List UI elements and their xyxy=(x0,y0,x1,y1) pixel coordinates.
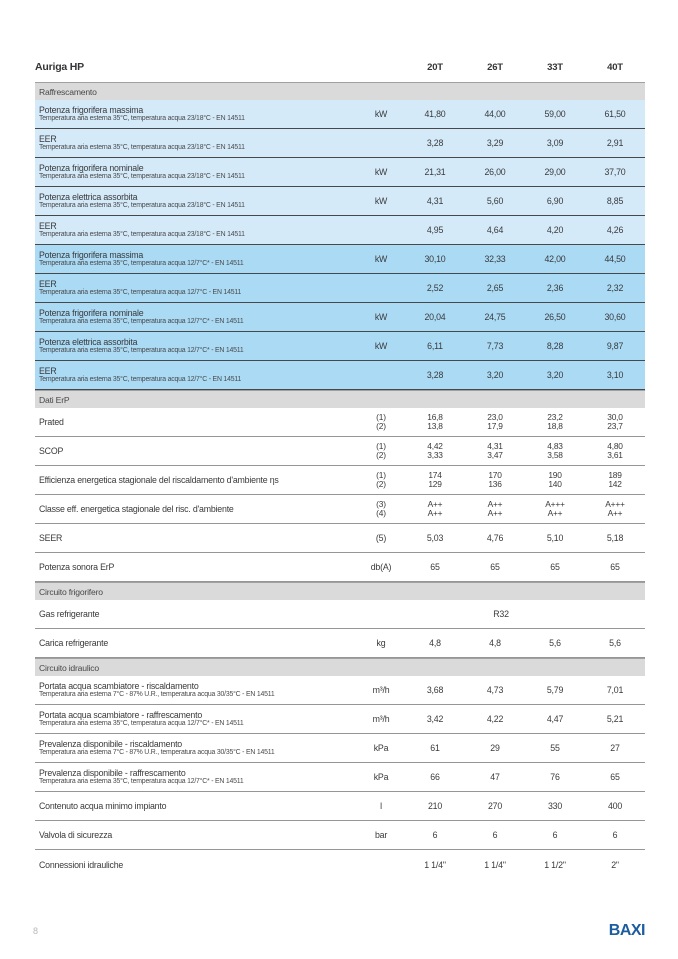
value-cell-33t: 5,10 xyxy=(546,533,564,543)
value-line: 3,33 xyxy=(427,450,443,460)
row-label: EER xyxy=(39,279,57,289)
value-cell-20t: 2,52 xyxy=(426,283,444,293)
value-cell-40t: 37,70 xyxy=(604,167,626,177)
unit-cell: kW xyxy=(374,109,388,119)
value-cell-20t: 6 xyxy=(432,830,438,840)
table-row xyxy=(35,466,645,495)
section-header: Raffrescamento xyxy=(35,82,645,100)
value-line: A+++ xyxy=(605,498,625,509)
unit-cell: m³/h xyxy=(372,685,390,695)
value-cell-40t: 27 xyxy=(610,743,620,753)
row-label-cell xyxy=(39,857,357,873)
value-cell-20t: 3,42 xyxy=(426,714,444,724)
value-line: 170 xyxy=(488,469,502,480)
row-label-cell xyxy=(39,707,357,731)
value-cell-26t: 4,76 xyxy=(486,533,504,543)
table-row xyxy=(35,734,645,763)
table-row xyxy=(35,332,645,361)
value-cell-33t: 3,09 xyxy=(546,138,564,148)
row-condition-note: Temperatura aria esterna 35°C, temperatura acqua 23/18°C - EN 14511 xyxy=(39,202,245,209)
value-line: A++ xyxy=(607,508,623,518)
unit-cell: kW xyxy=(374,254,388,264)
table-row xyxy=(35,763,645,792)
row-label: Portata acqua scambiatore - riscaldamento xyxy=(39,681,199,691)
value-cell-33t: 3,20 xyxy=(546,370,564,380)
spec-table xyxy=(35,82,645,879)
value-cell-40t: 3,10 xyxy=(606,370,624,380)
value-cell-26t: 2,65 xyxy=(486,283,504,293)
row-label-cell xyxy=(39,559,357,575)
row-label: Potenza elettrica assorbita xyxy=(39,337,138,347)
unit-cell xyxy=(357,500,405,519)
row-condition-note: Temperatura aria esterna 35°C, temperatura acqua 23/18°C - EN 14511 xyxy=(39,173,245,180)
value-cell-40t: 30,60 xyxy=(604,312,626,322)
value-line: (1) xyxy=(376,440,386,451)
value-line: 189 xyxy=(608,469,622,480)
row-label: Classe eff. energetica stagionale del risc. d'ambiente xyxy=(39,504,234,514)
row-label: Efficienza energetica stagionale del riscaldamento d'ambiente ηs xyxy=(39,475,279,485)
value-cell-26t: 4,73 xyxy=(486,685,504,695)
value-cell-26t: 44,00 xyxy=(484,109,506,119)
value-cell-26t: 32,33 xyxy=(484,254,506,264)
value-line: 23,7 xyxy=(607,421,623,431)
value-line: 30,0 xyxy=(607,411,623,422)
value-line: 3,58 xyxy=(547,450,563,460)
model-column-header-20t: 20T xyxy=(427,61,443,73)
row-label-cell xyxy=(39,530,357,546)
value-line: (2) xyxy=(376,450,386,460)
value-cell-40t: 4,26 xyxy=(606,225,624,235)
value-cell-40t: 5,18 xyxy=(606,533,624,543)
value-cell-33t xyxy=(525,442,585,461)
section-header: Dati ErP xyxy=(35,390,645,408)
model-column-header-40t: 40T xyxy=(607,61,623,73)
row-condition-note: Temperatura aria esterna 35°C, temperatura acqua 12/7°C* - EN 14511 xyxy=(39,347,244,354)
row-condition-note: Temperatura aria esterna 7°C - 87% U.R., temperatura acqua 30/35°C - EN 14511 xyxy=(39,691,275,698)
row-label: Gas refrigerante xyxy=(39,609,100,619)
row-condition-note: Temperatura aria esterna 35°C, temperatura acqua 12/7°C* - EN 14511 xyxy=(39,318,244,325)
table-row xyxy=(35,158,645,187)
value-cell-33t: 5,79 xyxy=(546,685,564,695)
value-cell-33t: 26,50 xyxy=(544,312,566,322)
value-cell-20t: 65 xyxy=(430,562,440,572)
row-label: Potenza elettrica assorbita xyxy=(39,192,138,202)
value-line: A+++ xyxy=(545,498,565,509)
value-cell-20t: 30,10 xyxy=(424,254,446,264)
section-header: Circuito frigorifero xyxy=(35,582,645,600)
value-cell-26t xyxy=(465,413,525,432)
value-cell-33t: 1 1/2" xyxy=(544,859,566,870)
table-row xyxy=(35,216,645,245)
value-line: A++ xyxy=(547,508,563,518)
table-row xyxy=(35,100,645,129)
value-cell-20t: 3,28 xyxy=(426,370,444,380)
value-line: 136 xyxy=(488,479,502,489)
unit-cell xyxy=(357,471,405,490)
value-cell-26t: 6 xyxy=(492,830,498,840)
value-line: 4,80 xyxy=(607,440,623,451)
row-label-cell xyxy=(39,765,357,789)
value-cell-26t: 65 xyxy=(490,562,500,572)
value-line: 129 xyxy=(428,479,442,489)
value-line: A++ xyxy=(427,508,443,518)
value-cell-20t: 21,31 xyxy=(424,167,446,177)
value-line: 18,8 xyxy=(547,421,563,431)
value-cell-20t: 3,68 xyxy=(426,685,444,695)
value-line: 4,42 xyxy=(427,440,443,451)
value-cell-40t xyxy=(585,442,645,461)
table-row xyxy=(35,303,645,332)
unit-cell: l xyxy=(380,801,382,811)
row-condition-note: Temperatura aria esterna 35°C, temperatura acqua 23/18°C - EN 14511 xyxy=(39,115,245,122)
table-row xyxy=(35,792,645,821)
value-line: A++ xyxy=(487,508,503,518)
value-cell-33t: 6 xyxy=(552,830,558,840)
value-cell-33t xyxy=(525,413,585,432)
row-condition-note: Temperatura aria esterna 35°C, temperatura acqua 12/7°C* - EN 14511 xyxy=(39,778,244,785)
value-line: A++ xyxy=(427,498,443,509)
row-label: Portata acqua scambiatore - raffrescamento xyxy=(39,710,203,720)
table-row xyxy=(35,245,645,274)
value-cell-20t: 6,11 xyxy=(427,341,443,351)
value-cell-40t: 65 xyxy=(610,562,620,572)
row-label-cell xyxy=(39,305,357,329)
value-cell-26t: 7,73 xyxy=(486,341,504,351)
row-label-cell xyxy=(39,189,357,213)
row-label-cell xyxy=(39,334,357,358)
unit-cell: bar xyxy=(374,830,388,840)
row-label: Carica refrigerante xyxy=(39,638,109,648)
value-cell-20t: 3,28 xyxy=(426,138,444,148)
value-cell-26t xyxy=(465,500,525,519)
value-cell-26t: 4,8 xyxy=(489,638,501,648)
value-line: A++ xyxy=(487,498,503,509)
table-row xyxy=(35,274,645,303)
unit-cell: m³/h xyxy=(372,714,390,724)
value-cell-33t: 29,00 xyxy=(544,167,566,177)
row-label-cell xyxy=(39,131,357,155)
value-cell-20t: 5,03 xyxy=(426,533,444,543)
value-line: 23,2 xyxy=(547,411,563,422)
row-label: Potenza sonora ErP xyxy=(39,562,115,572)
value-cell-26t: 3,29 xyxy=(486,138,504,148)
value-line: 140 xyxy=(548,479,562,489)
value-cell-33t: 76 xyxy=(550,772,560,782)
value-cell-40t xyxy=(585,500,645,519)
unit-cell xyxy=(357,442,405,461)
row-label-cell xyxy=(39,443,357,459)
row-label-cell xyxy=(39,363,357,387)
table-row xyxy=(35,408,645,437)
value-line: 4,31 xyxy=(487,440,503,451)
table-row xyxy=(35,600,645,629)
row-label-cell xyxy=(39,798,357,814)
value-cell-33t: 8,28 xyxy=(546,341,564,351)
row-label-cell xyxy=(39,678,357,702)
table-row xyxy=(35,676,645,705)
row-label: Potenza frigorifera nominale xyxy=(39,163,144,173)
value-cell-33t xyxy=(525,500,585,519)
value-cell-40t: 7,01 xyxy=(606,685,624,695)
value-line: 23,0 xyxy=(487,411,503,422)
value-cell-33t: 59,00 xyxy=(544,109,566,119)
row-label-cell xyxy=(39,102,357,126)
value-cell-40t: 9,87 xyxy=(606,341,624,351)
model-column-header-33t: 33T xyxy=(547,61,563,73)
table-row xyxy=(35,850,645,879)
row-label-cell xyxy=(39,606,357,622)
table-row xyxy=(35,821,645,850)
row-label: EER xyxy=(39,134,57,144)
unit-cell: kg xyxy=(376,638,386,648)
merged-value-cell: R32 xyxy=(493,609,509,619)
row-label: Prevalenza disponibile - riscaldamento xyxy=(39,739,183,749)
row-condition-note: Temperatura aria esterna 35°C, temperatura acqua 12/7°C - EN 14511 xyxy=(39,289,242,296)
row-label: EER xyxy=(39,221,57,231)
value-cell-20t xyxy=(405,442,465,461)
value-cell-20t: 4,95 xyxy=(426,225,444,235)
value-line: 174 xyxy=(428,469,442,480)
row-label: Contenuto acqua minimo impianto xyxy=(39,801,167,811)
value-cell-40t: 65 xyxy=(610,772,620,782)
value-cell-26t: 270 xyxy=(487,801,503,811)
row-condition-note: Temperatura aria esterna 35°C, temperatura acqua 12/7°C* - EN 14511 xyxy=(39,260,244,267)
value-cell-40t: 5,21 xyxy=(606,714,624,724)
row-label: Prevalenza disponibile - raffrescamento xyxy=(39,768,186,778)
table-row xyxy=(35,495,645,524)
row-condition-note: Temperatura aria esterna 7°C - 87% U.R., temperatura acqua 30/35°C - EN 14511 xyxy=(39,749,275,756)
value-cell-20t: 61 xyxy=(430,743,440,753)
value-cell-40t xyxy=(585,471,645,490)
page-number: 8 xyxy=(33,926,38,936)
row-label-cell xyxy=(39,218,357,242)
value-cell-20t: 20,04 xyxy=(424,312,446,322)
value-cell-20t: 1 1/4" xyxy=(424,859,446,870)
unit-cell: db(A) xyxy=(370,562,392,572)
value-line: (2) xyxy=(376,421,386,431)
row-label-cell xyxy=(39,472,357,488)
value-cell-20t xyxy=(405,500,465,519)
value-cell-20t xyxy=(405,413,465,432)
row-condition-note: Temperatura aria esterna 35°C, temperatura acqua 23/18°C - EN 14511 xyxy=(39,144,245,151)
unit-cell: kW xyxy=(374,167,388,177)
value-line: 190 xyxy=(548,469,562,480)
value-line: 3,47 xyxy=(487,450,503,460)
row-label-cell xyxy=(39,501,357,517)
table-row xyxy=(35,629,645,658)
row-label-cell xyxy=(39,635,357,651)
value-cell-40t: 8,85 xyxy=(606,196,624,206)
unit-cell: (5) xyxy=(375,533,387,543)
table-row xyxy=(35,524,645,553)
row-label-cell xyxy=(39,276,357,300)
row-label: Valvola di sicurezza xyxy=(39,830,113,840)
row-label-cell xyxy=(39,160,357,184)
table-row xyxy=(35,705,645,734)
value-cell-26t: 5,60 xyxy=(486,196,504,206)
value-cell-40t: 2" xyxy=(611,859,619,870)
row-condition-note: Temperatura aria esterna 35°C, temperatura acqua 12/7°C* - EN 14511 xyxy=(39,720,244,727)
value-cell-33t: 42,00 xyxy=(544,254,566,264)
table-row xyxy=(35,553,645,582)
row-condition-note: Temperatura aria esterna 35°C, temperatura acqua 12/7°C - EN 14511 xyxy=(39,376,242,383)
unit-cell: kW xyxy=(374,341,388,351)
value-line: 16,8 xyxy=(427,411,443,422)
value-cell-33t: 4,20 xyxy=(546,225,564,235)
value-cell-40t: 6 xyxy=(612,830,618,840)
page-title: Auriga HP xyxy=(35,61,84,73)
row-label-cell xyxy=(39,414,357,430)
table-header-row xyxy=(35,52,645,82)
value-line: 142 xyxy=(608,479,622,489)
baxi-logo: BAXI xyxy=(608,922,645,939)
value-cell-26t: 3,20 xyxy=(486,370,504,380)
row-label: Potenza frigorifera massima xyxy=(39,105,144,115)
row-label: EER xyxy=(39,366,57,376)
value-cell-26t xyxy=(465,442,525,461)
value-line: 13,8 xyxy=(427,421,443,431)
value-cell-26t: 47 xyxy=(490,772,500,782)
table-row xyxy=(35,361,645,390)
value-cell-20t xyxy=(405,471,465,490)
value-cell-20t: 4,31 xyxy=(426,196,444,206)
value-line: (3) xyxy=(376,498,386,509)
value-cell-33t: 6,90 xyxy=(546,196,564,206)
value-cell-26t: 26,00 xyxy=(484,167,506,177)
value-line: 17,9 xyxy=(487,421,503,431)
value-cell-26t: 1 1/4" xyxy=(484,859,506,870)
value-line: (4) xyxy=(376,508,386,518)
row-label-cell xyxy=(39,736,357,760)
table-row xyxy=(35,437,645,466)
row-condition-note: Temperatura aria esterna 35°C, temperatura acqua 23/18°C - EN 14511 xyxy=(39,231,245,238)
value-cell-33t: 65 xyxy=(550,562,560,572)
value-line: (2) xyxy=(376,479,386,489)
value-cell-20t: 66 xyxy=(430,772,440,782)
value-cell-33t: 4,47 xyxy=(546,714,564,724)
value-line: (1) xyxy=(376,469,386,480)
value-cell-26t: 4,22 xyxy=(486,714,504,724)
section-header: Circuito idraulico xyxy=(35,658,645,676)
unit-cell xyxy=(357,413,405,432)
value-cell-33t xyxy=(525,471,585,490)
row-label: Potenza frigorifera massima xyxy=(39,250,144,260)
row-label: Connessioni idrauliche xyxy=(39,859,124,870)
value-cell-20t: 41,80 xyxy=(424,109,446,119)
spec-sheet xyxy=(35,52,645,879)
value-cell-33t: 55 xyxy=(550,743,560,753)
row-label: Potenza frigorifera nominale xyxy=(39,308,144,318)
row-label-cell xyxy=(39,827,357,843)
value-cell-33t: 330 xyxy=(547,801,563,811)
unit-cell: kW xyxy=(374,196,388,206)
value-cell-40t: 2,32 xyxy=(606,283,624,293)
row-label: SCOP xyxy=(39,446,64,456)
value-cell-26t: 24,75 xyxy=(484,312,506,322)
value-cell-40t: 400 xyxy=(607,801,623,811)
model-column-header-26t: 26T xyxy=(487,61,503,73)
value-line: 3,61 xyxy=(607,450,623,460)
value-cell-33t: 5,6 xyxy=(549,638,561,648)
table-row xyxy=(35,187,645,216)
value-cell-26t: 4,64 xyxy=(486,225,504,235)
unit-cell: kPa xyxy=(373,743,389,753)
value-cell-40t: 61,50 xyxy=(604,109,626,119)
row-label-cell xyxy=(39,247,357,271)
value-line: 4,83 xyxy=(547,440,563,451)
value-cell-33t: 2,36 xyxy=(546,283,564,293)
value-line: (1) xyxy=(376,411,386,422)
value-cell-26t xyxy=(465,471,525,490)
row-label: Prated xyxy=(39,417,64,427)
table-row xyxy=(35,129,645,158)
unit-cell: kPa xyxy=(373,772,389,782)
value-cell-26t: 29 xyxy=(490,743,500,753)
row-label: SEER xyxy=(39,533,63,543)
value-cell-40t: 2,91 xyxy=(606,138,624,148)
value-cell-40t xyxy=(585,413,645,432)
value-cell-20t: 4,8 xyxy=(429,638,441,648)
value-cell-40t: 5,6 xyxy=(609,638,621,648)
value-cell-20t: 210 xyxy=(427,801,443,811)
unit-cell: kW xyxy=(374,312,388,322)
value-cell-40t: 44,50 xyxy=(604,254,626,264)
